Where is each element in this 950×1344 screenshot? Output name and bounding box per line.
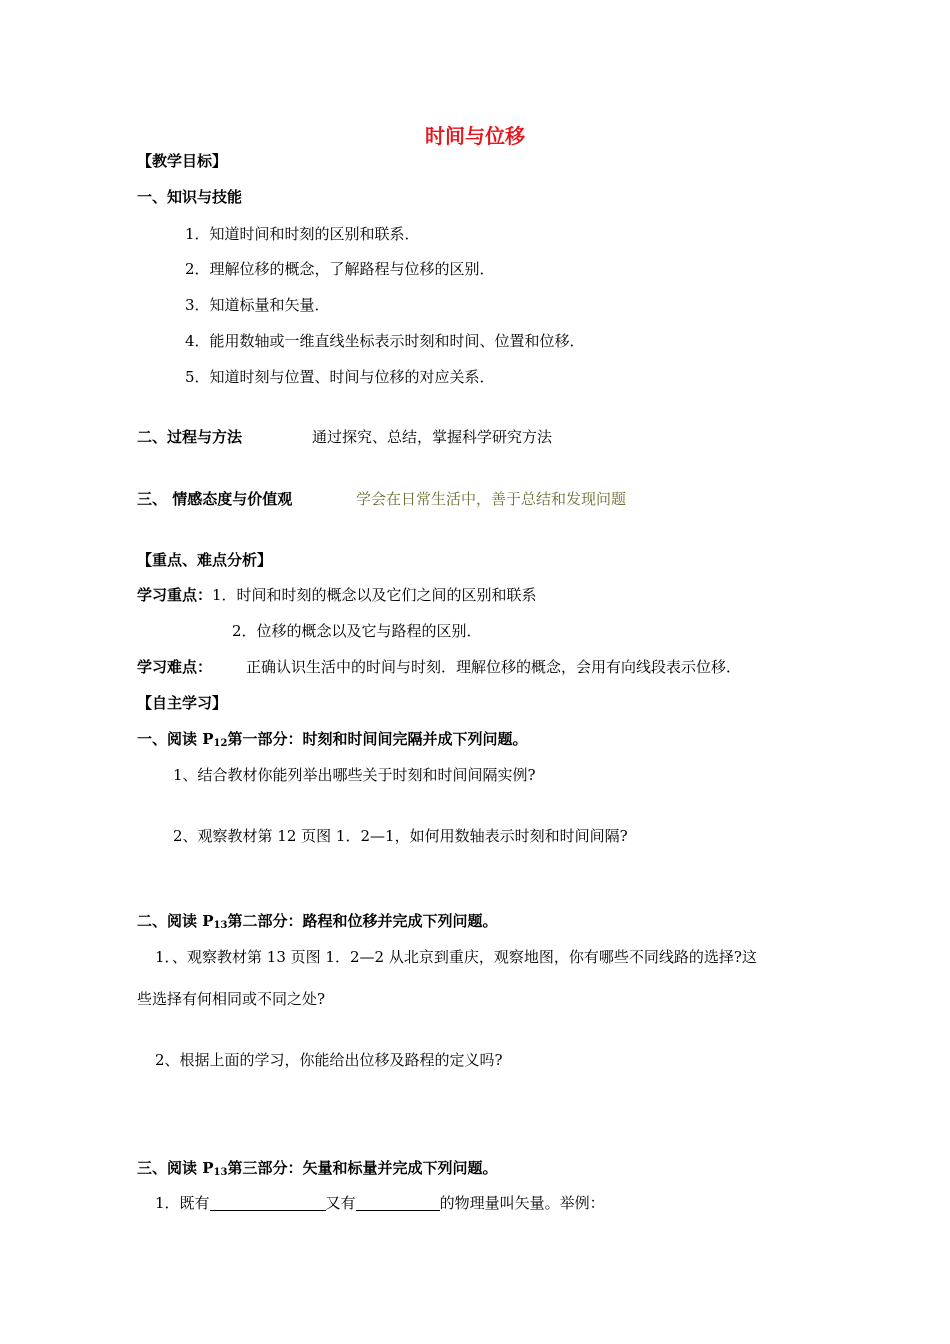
part2-question-2: 2、根据上面的学习，你能给出位移及路程的定义吗? — [155, 1051, 503, 1069]
knowledge-item: 4．能用数轴或一维直线坐标表示时刻和时间、位置和位移． — [185, 332, 585, 350]
knowledge-item: 1．知道时间和时刻的区别和联系． — [185, 225, 420, 243]
process-text: 通过探究、总结，掌握科学研究方法 — [312, 428, 553, 446]
part2-question-1-cont: 些选择有何相同或不同之处? — [137, 990, 326, 1008]
focus-item-2: 2．位移的概念以及它与路程的区别． — [232, 622, 482, 640]
page-title: 时间与位移 — [425, 124, 525, 148]
focus-item-1: 1．时间和时刻的概念以及它们之间的区别和联系 — [212, 586, 537, 604]
part3-question-1: 1．既有 又有 的物理量叫矢量。举例： — [155, 1194, 605, 1212]
attitude-text: 学会在日常生活中，善于总结和发现问题 — [356, 490, 627, 508]
knowledge-item: 3．知道标量和矢量． — [185, 296, 330, 314]
vector-blank-1[interactable] — [210, 1195, 326, 1211]
vector-blank-2[interactable] — [356, 1195, 440, 1211]
knowledge-item: 5．知道时刻与位置、时间与位移的对应关系． — [185, 368, 495, 386]
part1-heading: 一、阅读 $P_{12}$第一部分：时刻和时间间完隔并成下列问题。 — [137, 730, 528, 749]
part1-question-1: 1、结合教材你能列举出哪些关于时刻和时间间隔实例? — [173, 766, 536, 784]
self-study-heading: 【自主学习】 — [137, 694, 228, 712]
attitude-heading: 三、 情感态度与价值观 — [137, 490, 293, 508]
focus-row — [137, 585, 537, 605]
part2-heading: 二、阅读 $P_{13}$第二部分：路程和位移并完成下列问题。 — [137, 912, 498, 931]
focus-label: 学习重点： — [137, 586, 213, 604]
part3-heading: 三、阅读 $P_{13}$第三部分：矢量和标量并完成下列问题。 — [137, 1159, 498, 1178]
knowledge-item: 2．理解位移的概念，了解路程与位移的区别． — [185, 260, 495, 278]
part2-question-1: 1．、观察教材第 13 页图 1．2—2 从北京到重庆，观察地图，你有哪些不同线路的选择?这 — [155, 948, 757, 966]
keypoints-heading: 【重点、难点分析】 — [137, 551, 273, 569]
difficulty-label: 学习难点： — [137, 658, 213, 676]
objectives-heading: 【教学目标】 — [137, 152, 228, 170]
part1-question-2: 2、观察教材第 12 页图 1．2—1，如何用数轴表示时刻和时间间隔? — [173, 827, 628, 845]
process-heading: 二、过程与方法 — [137, 428, 243, 446]
knowledge-heading: 一、知识与技能 — [137, 188, 243, 206]
difficulty-text: 正确认识生活中的时间与时刻．理解位移的概念，会用有向线段表示位移． — [246, 658, 742, 676]
